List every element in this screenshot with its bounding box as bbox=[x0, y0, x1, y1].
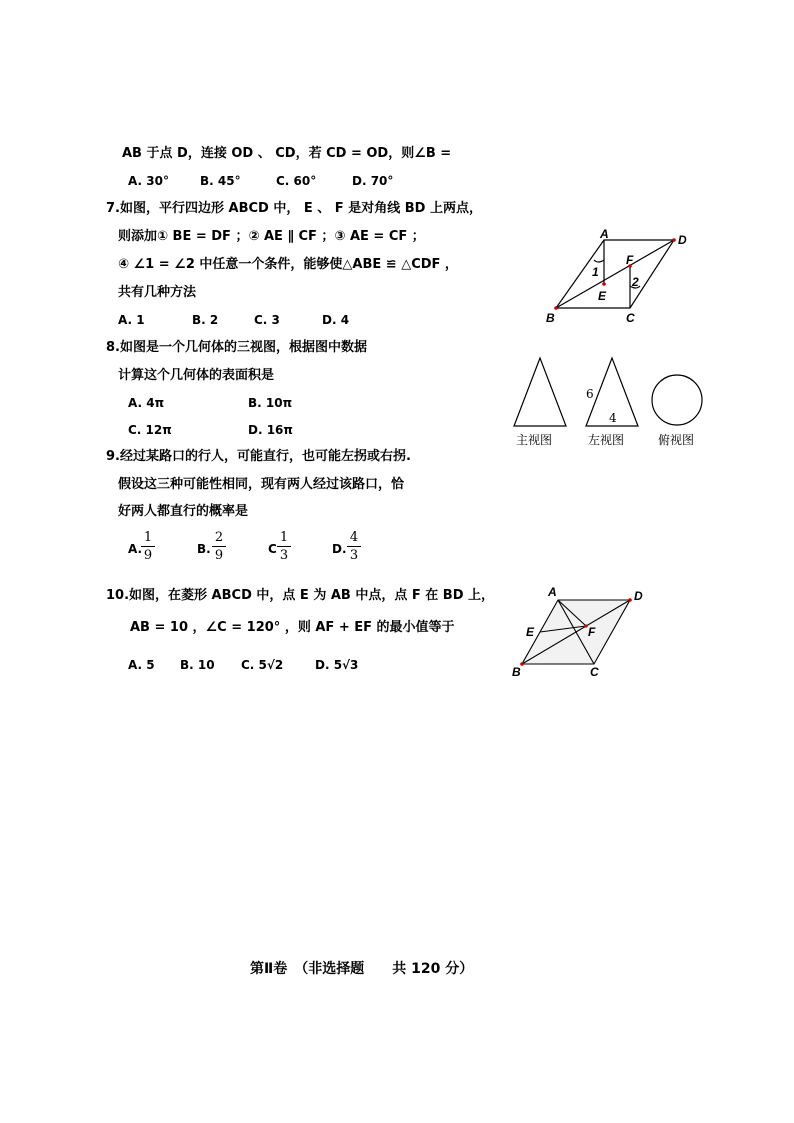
q8-option-b: B. 10π bbox=[248, 396, 293, 410]
label-f: F bbox=[588, 625, 596, 639]
label-c: C bbox=[590, 665, 599, 679]
dimension-six: 6 bbox=[586, 387, 594, 401]
q7-option-d: D. 4 bbox=[322, 313, 350, 327]
denominator: 3 bbox=[279, 548, 289, 563]
denominator: 9 bbox=[214, 548, 224, 563]
label-a: A bbox=[548, 585, 557, 599]
q7-stem-line-1: 7.如图，平行四边形 ABCD 中， E 、 F 是对角线 BD 上两点， bbox=[106, 201, 482, 216]
q10-option-c: C. 5√2 bbox=[241, 658, 284, 672]
q10-option-d: D. 5√3 bbox=[315, 658, 359, 672]
q7-option-c: C. 3 bbox=[254, 313, 280, 327]
label-angle-2: 2 bbox=[632, 275, 639, 289]
q8-three-views-figure bbox=[508, 350, 708, 450]
q8-option-d: D. 16π bbox=[248, 423, 293, 437]
q9-option-c-label: C bbox=[268, 542, 277, 556]
q6-option-a: A. 30° bbox=[128, 174, 169, 188]
top-view-circle bbox=[652, 375, 702, 425]
label-b: B bbox=[512, 665, 521, 679]
q9-stem-line-1: 9.经过某路口的行人，可能直行，也可能左拐或右拐. bbox=[106, 449, 411, 464]
q8-option-c: C. 12π bbox=[128, 423, 172, 437]
section-ii-heading: 第Ⅱ卷 （非选择题 共 120 分） bbox=[250, 961, 474, 977]
diagonal-bd bbox=[556, 240, 674, 308]
label-angle-1: 1 bbox=[592, 265, 599, 279]
q7-stem-line-2: 则添加① BE = DF ；② AE ∥ CF ；③ AE = CF ； bbox=[118, 229, 425, 244]
q7-option-b: B. 2 bbox=[192, 313, 219, 327]
numerator: 1 bbox=[279, 530, 289, 545]
q9-option-d-fraction bbox=[347, 530, 361, 563]
front-view-triangle bbox=[514, 358, 566, 426]
numerator: 4 bbox=[349, 530, 359, 545]
q8-stem-line-1: 8.如图是一个几何体的三视图，根据图中数据 bbox=[106, 340, 367, 355]
label-c: C bbox=[626, 311, 635, 325]
label-e: E bbox=[526, 625, 535, 639]
q6-option-b: B. 45° bbox=[200, 174, 241, 188]
q9-option-a-label: A. bbox=[128, 542, 143, 556]
q7-option-a: A. 1 bbox=[118, 313, 145, 327]
q10-rhombus-figure bbox=[508, 584, 658, 680]
q9-option-b-label: B. bbox=[197, 542, 211, 556]
label-e: E bbox=[598, 289, 607, 303]
q10-stem-line-2: AB = 10 ，∠C = 120° ，则 AF + EF 的最小值等于 bbox=[130, 620, 455, 635]
q9-option-a-fraction bbox=[141, 530, 155, 563]
label-d: D bbox=[678, 233, 687, 247]
q7-stem-line-3: ④ ∠1 = ∠2 中任意一个条件，能够使△ABE ≌ △CDF ， bbox=[118, 257, 458, 272]
q9-option-c-fraction bbox=[277, 530, 291, 563]
top-view-label: 俯视图 bbox=[658, 433, 695, 447]
q10-option-a: A. 5 bbox=[128, 658, 155, 672]
q9-option-b-fraction bbox=[212, 530, 226, 563]
label-d: D bbox=[634, 589, 643, 603]
angle-1-arc bbox=[594, 260, 604, 262]
q6-option-d: D. 70° bbox=[352, 174, 394, 188]
dimension-four: 4 bbox=[609, 411, 617, 425]
q10-option-b: B. 10 bbox=[180, 658, 215, 672]
q9-option-d-label: D. bbox=[332, 542, 347, 556]
label-a: A bbox=[600, 227, 609, 241]
q7-parallelogram-figure bbox=[540, 228, 700, 328]
numerator: 1 bbox=[143, 530, 153, 545]
q6-stem-line: AB 于点 D，连接 OD 、 CD，若 CD = OD，则∠B = bbox=[122, 146, 452, 161]
numerator: 2 bbox=[214, 530, 224, 545]
q8-option-a: A. 4π bbox=[128, 396, 165, 410]
denominator: 9 bbox=[143, 548, 153, 563]
denominator: 3 bbox=[349, 548, 359, 563]
q8-stem-line-2: 计算这个几何体的表面积是 bbox=[118, 368, 275, 383]
q7-stem-line-4: 共有几种方法 bbox=[118, 285, 197, 300]
label-b: B bbox=[546, 311, 555, 325]
label-f: F bbox=[626, 253, 634, 267]
q10-stem-line-1: 10.如图，在菱形 ABCD 中，点 E 为 AB 中点，点 F 在 BD 上， bbox=[106, 588, 495, 603]
q6-option-c: C. 60° bbox=[276, 174, 317, 188]
q9-stem-line-2: 假设这三种可能性相同，现有两人经过该路口，恰 bbox=[118, 477, 405, 492]
left-view-label: 左视图 bbox=[588, 433, 625, 447]
front-view-label: 主视图 bbox=[516, 433, 553, 447]
q9-stem-line-3: 好两人都直行的概率是 bbox=[118, 504, 249, 519]
